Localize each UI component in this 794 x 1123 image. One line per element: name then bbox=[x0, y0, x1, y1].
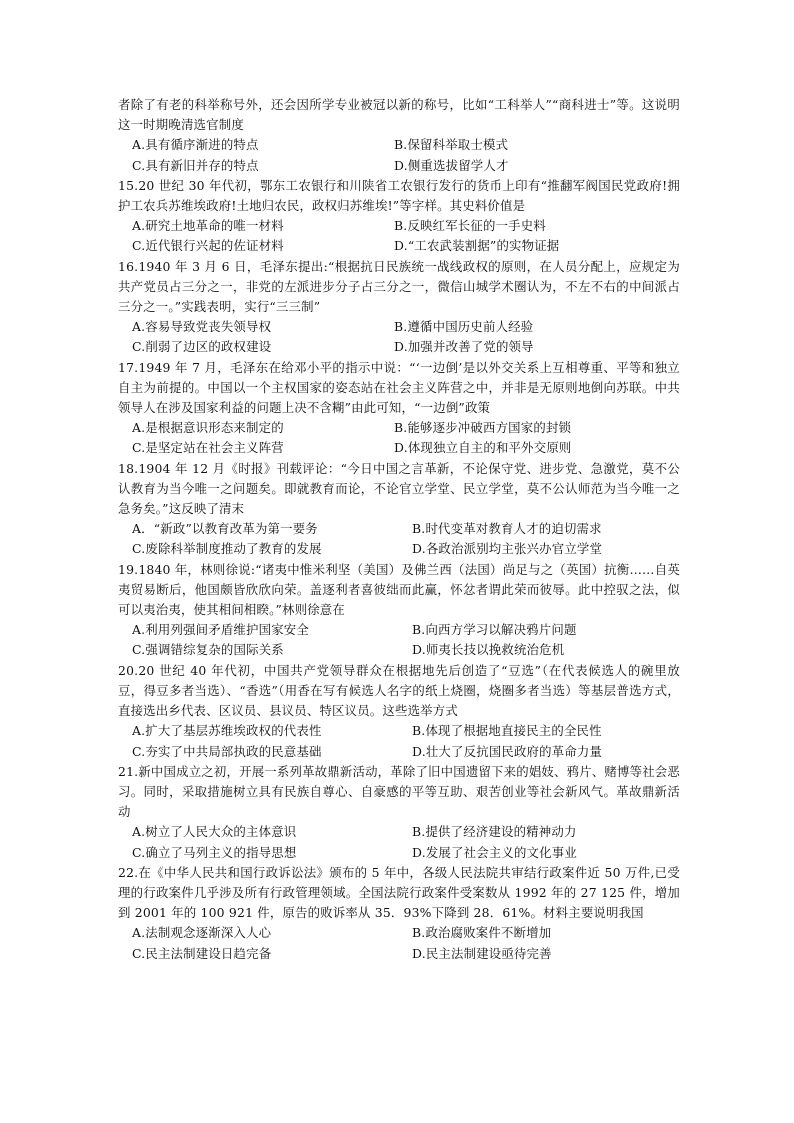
option-d[interactable]: D.各政治派别均主张兴办官立学堂 bbox=[412, 541, 603, 557]
option-a[interactable]: A.树立了人民大众的主体意识 bbox=[132, 824, 297, 840]
question-15 bbox=[118, 176, 680, 257]
question-21 bbox=[118, 762, 680, 863]
question-number: 20. bbox=[118, 662, 139, 678]
options bbox=[118, 216, 680, 256]
option-b[interactable]: B.提供了经济建设的精神动力 bbox=[412, 824, 577, 840]
option-c[interactable]: C.强调错综复杂的国际关系 bbox=[132, 642, 284, 658]
option-c[interactable]: C.具有新旧并存的特点 bbox=[132, 157, 259, 173]
option-d[interactable]: D.民主法制建设亟待完善 bbox=[412, 945, 552, 961]
option-b[interactable]: B.政治腐败案件不断增加 bbox=[412, 925, 552, 941]
question-number: 18. bbox=[118, 460, 139, 476]
option-d[interactable]: D.壮大了反抗国民政府的革命力量 bbox=[412, 743, 603, 759]
option-c[interactable]: C.近代银行兴起的佐证材料 bbox=[132, 238, 284, 254]
question-number: 16. bbox=[118, 258, 139, 274]
question-stem: 新中国成立之初，开展一系列革故鼎新活动，革除了旧中国遗留下来的娼妓、鸦片、赌博等社会恶习。同时，采取措施树立具有民族自尊心、自豪感的平等互助、艰苦创业等社会新风气。革故鼎新活动 bbox=[118, 763, 680, 820]
question-18 bbox=[118, 459, 680, 560]
question-stem: 1949 年 7 月，毛泽东在给邓小平的指示中说：“‘一边倒’是以外交关系上互相尊重、平等和独立自主为前提的。中国以一个主权国家的姿态站在社会主义阵营之中，并非是无原则地倒向苏联。中共领导人在涉及国家利益的问题上决不含糊”由此可知，“一边倒”政策 bbox=[118, 359, 680, 416]
question-20 bbox=[118, 661, 680, 762]
option-a[interactable]: A.利用列强间矛盾维护国家安全 bbox=[132, 622, 309, 638]
question-number: 21. bbox=[118, 763, 139, 779]
options bbox=[118, 923, 680, 963]
question-stem: 在《中华人民共和国行政诉讼法》颁布的 5 年中，各级人民法院共审结行政案件近 50 万件,已受理的行政案件几乎涉及所有行政管理领域。全国法院行政案件受案数从 1992 年的 27 125 件，增加到 2001 年的 100 921 件，原告的败诉率从 35．93%下降到 28．61%。材料主要说明我国 bbox=[118, 864, 680, 921]
option-b[interactable]: B.遵循中国历史前人经验 bbox=[394, 319, 534, 335]
option-b[interactable]: B.向西方学习以解决鸦片问题 bbox=[412, 622, 577, 638]
option-d[interactable]: D.“工农武装割据”的实物证据 bbox=[394, 238, 560, 254]
option-a[interactable]: A.扩大了基层苏维埃政权的代表性 bbox=[132, 723, 322, 739]
question-number: 15. bbox=[118, 177, 139, 193]
exam-page bbox=[118, 95, 680, 964]
option-a[interactable]: A.法制观念逐渐深入人心 bbox=[132, 925, 272, 941]
question-stem: 者除了有老的科举称号外，还会因所学专业被冠以新的称号，比如“工科举人”“商科进士”等。这说明这一时期晚清选官制度 bbox=[118, 97, 680, 133]
question-number: 17. bbox=[118, 359, 139, 375]
option-b[interactable]: B.能够逐步冲破西方国家的封锁 bbox=[394, 420, 572, 436]
option-b[interactable]: B.体现了根据地直接民主的全民性 bbox=[412, 723, 602, 739]
question-stem: 20 世纪 40 年代初，中国共产党领导群众在根据地先后创造了“豆选”（在代表候选人的碗里放豆，得豆多者当选）、“香选”（用香在写有候选人名字的纸上烧圈，烧圈多者当选）等基层普选方式，直接选出乡代表、区议员、县议员、特区议员。这些选举方式 bbox=[118, 662, 680, 719]
option-c[interactable]: C.确立了马列主义的指导思想 bbox=[132, 844, 297, 860]
question-stem: 20 世纪 30 年代初，鄂东工农银行和川陕省工农银行发行的货币上印有“推翻军阀国民党政府!拥护工农兵苏维埃政府!土地归农民，政权归苏维埃!”等字样。其史料价值是 bbox=[118, 177, 680, 214]
options bbox=[118, 519, 680, 559]
option-c[interactable]: C.是坚定站在社会主义阵营 bbox=[132, 440, 284, 456]
options bbox=[118, 317, 680, 357]
question-stem: 1840 年，林则徐说:“诸夷中惟米利坚（美国）及佛兰西（法国）尚足与之（英国）抗衡……自英夷贸易断后，他国颇皆欣欣向荣。盖逐利者喜彼绌而此赢，怀忿者谓此荣而彼辱。此中控驭之法，似可以夷治夷，使其相间相睽。”林则徐意在 bbox=[118, 561, 680, 618]
option-d[interactable]: D.体现独立自主的和平外交原则 bbox=[394, 440, 572, 456]
option-a[interactable]: A.研究土地革命的唯一材料 bbox=[132, 218, 284, 234]
question-19 bbox=[118, 560, 680, 661]
option-d[interactable]: D.侧重选拔留学人才 bbox=[394, 157, 509, 173]
option-c[interactable]: C.废除科举制度推动了教育的发展 bbox=[132, 541, 322, 557]
option-a[interactable]: A.具有循序渐进的特点 bbox=[132, 137, 259, 153]
option-b[interactable]: B.反映红军长征的一手史料 bbox=[394, 218, 546, 234]
option-a[interactable]: A．“新政”以教育改革为第一要务 bbox=[132, 521, 318, 537]
option-d[interactable]: D.发展了社会主义的文化事业 bbox=[412, 844, 577, 860]
option-d[interactable]: D.加强并改善了党的领导 bbox=[394, 339, 534, 355]
options bbox=[118, 721, 680, 761]
question-14-continued bbox=[118, 95, 680, 176]
option-a[interactable]: A.容易导致党丧失领导权 bbox=[132, 319, 272, 335]
option-c[interactable]: C.削弱了边区的政权建设 bbox=[132, 339, 272, 355]
options bbox=[118, 620, 680, 660]
options bbox=[118, 418, 680, 458]
question-number: 19. bbox=[118, 561, 139, 577]
options bbox=[118, 135, 680, 175]
question-number: 22. bbox=[118, 864, 139, 880]
question-17 bbox=[118, 358, 680, 459]
option-d[interactable]: D.师夷长技以挽救统治危机 bbox=[412, 642, 565, 658]
option-c[interactable]: C.夯实了中共局部执政的民意基础 bbox=[132, 743, 322, 759]
question-stem: 1940 年 3 月 6 日，毛泽东提出:“根据抗日民族统一战线政权的原则，在人员分配上，应规定为共产党员占三分之一，非党的左派进步分子占三分之一，微信山城学术圈认为，不左不右的中间派占三分之一。”实践表明，实行“三三制” bbox=[118, 258, 680, 315]
options bbox=[118, 822, 680, 862]
question-16 bbox=[118, 257, 680, 358]
question-22 bbox=[118, 863, 680, 964]
option-a[interactable]: A.是根据意识形态来制定的 bbox=[132, 420, 284, 436]
option-b[interactable]: B.时代变革对教育人才的迫切需求 bbox=[412, 521, 602, 537]
question-stem: 1904 年 12 月《时报》刊载评论：“今日中国之言革新，不论保守党、进步党、急激党，莫不公认教育为当今唯一之问题矣。即就教育而论，不论官立学堂、民立学堂，莫不公认师范为当今唯一之急务矣。”这反映了清末 bbox=[118, 460, 680, 517]
option-c[interactable]: C.民主法制建设日趋完备 bbox=[132, 945, 272, 961]
option-b[interactable]: B.保留科举取士模式 bbox=[394, 137, 509, 153]
